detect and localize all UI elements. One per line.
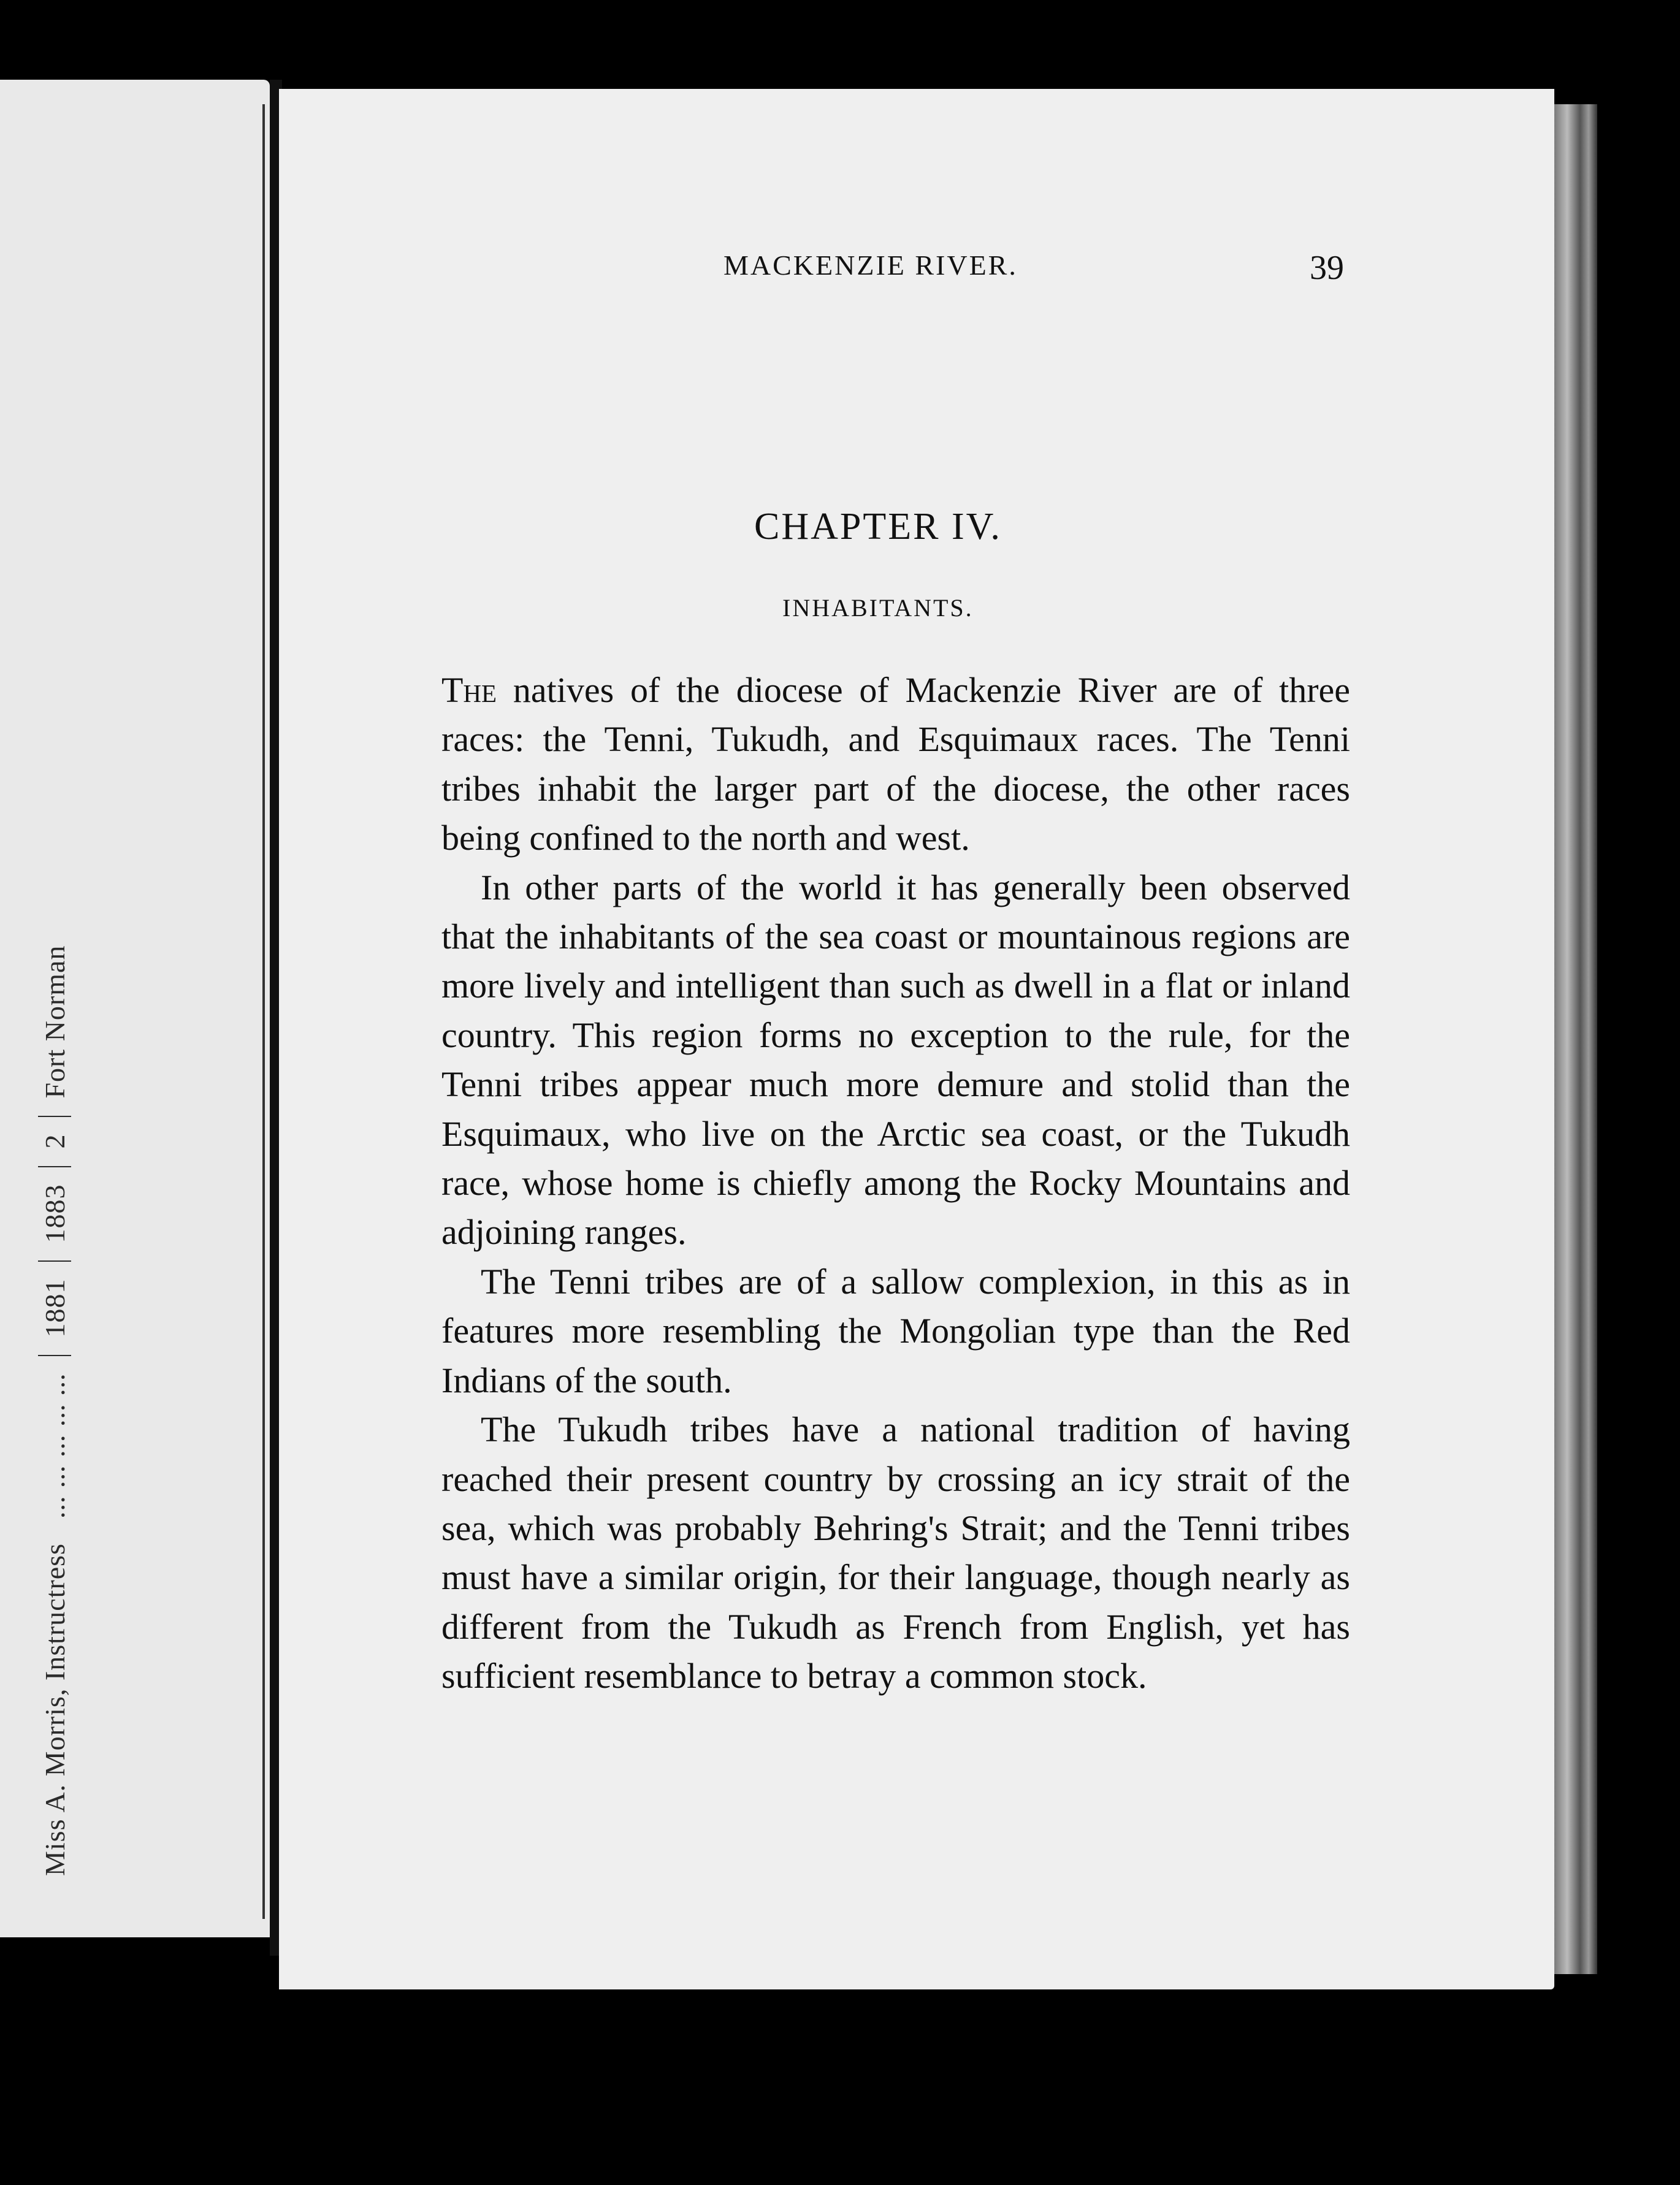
spine-place: Fort Norman: [39, 945, 71, 1099]
section-title: INHABITANTS.: [782, 594, 974, 622]
paragraph: [441, 1405, 1350, 1701]
paragraph-text: The Tenni tribes are of a sallow complexion, in this as in features more resembling the Mongolian type than the Red Indians of the south.: [441, 1261, 1350, 1400]
running-head: MACKENZIE RIVER.: [724, 250, 1018, 281]
spine-name: Miss A. Morris, Instructress: [39, 1543, 71, 1876]
spine-dots: ... ... ... ... ...: [39, 1373, 71, 1519]
page-fore-edge: [1554, 104, 1597, 1974]
spine-separator: [38, 1260, 71, 1262]
page-number: 39: [1310, 249, 1344, 287]
spine-year-to: 1883: [39, 1184, 71, 1243]
paragraph: [441, 863, 1350, 1257]
spine-year-from: 1881: [39, 1278, 71, 1338]
paragraph-text: In other parts of the world it has generally been observed that the inhabitants of the sea coast or mountainous regions are more lively and intelligent than such as dwell in a flat or inland country. This region forms no exception to the rule, for the Tenni tribes appear much more demure and stolid than the Esquimaux, who live on the Arctic sea coast, or the Tukudh race, whose home is chiefly among the Rocky Mountains and adjoining ranges.: [441, 867, 1350, 1253]
spine-count: 2: [39, 1134, 71, 1149]
spine-separator: [38, 1166, 71, 1167]
chapter-title: CHAPTER IV.: [754, 506, 1002, 547]
paragraph-text: The Tukudh tribes have a national tradition of having reached their present country by crossing an icy strait of the sea, which was probably Behring's Strait; and the Tenni tribes must have a similar origin, for their language, though nearly as different from the Tukudh as French from English, yet has sufficient resemblance to betray a common stock.: [441, 1409, 1350, 1696]
paragraph-lead: The: [441, 670, 497, 710]
body-text: [441, 666, 1350, 1701]
paragraph: [441, 666, 1350, 863]
spine-separator: [38, 1116, 71, 1117]
spine-label: [38, 945, 71, 1876]
paragraph: [441, 1257, 1350, 1405]
page-edge-line: [262, 104, 265, 1919]
spine-separator: [38, 1355, 71, 1356]
paragraph-text: natives of the diocese of Mackenzie River are of three races: the Tenni, Tukudh, and Esquimaux races. The Tenni tribes inhabit the larger part of the diocese, the other races being confined to the north and west.: [441, 670, 1350, 858]
